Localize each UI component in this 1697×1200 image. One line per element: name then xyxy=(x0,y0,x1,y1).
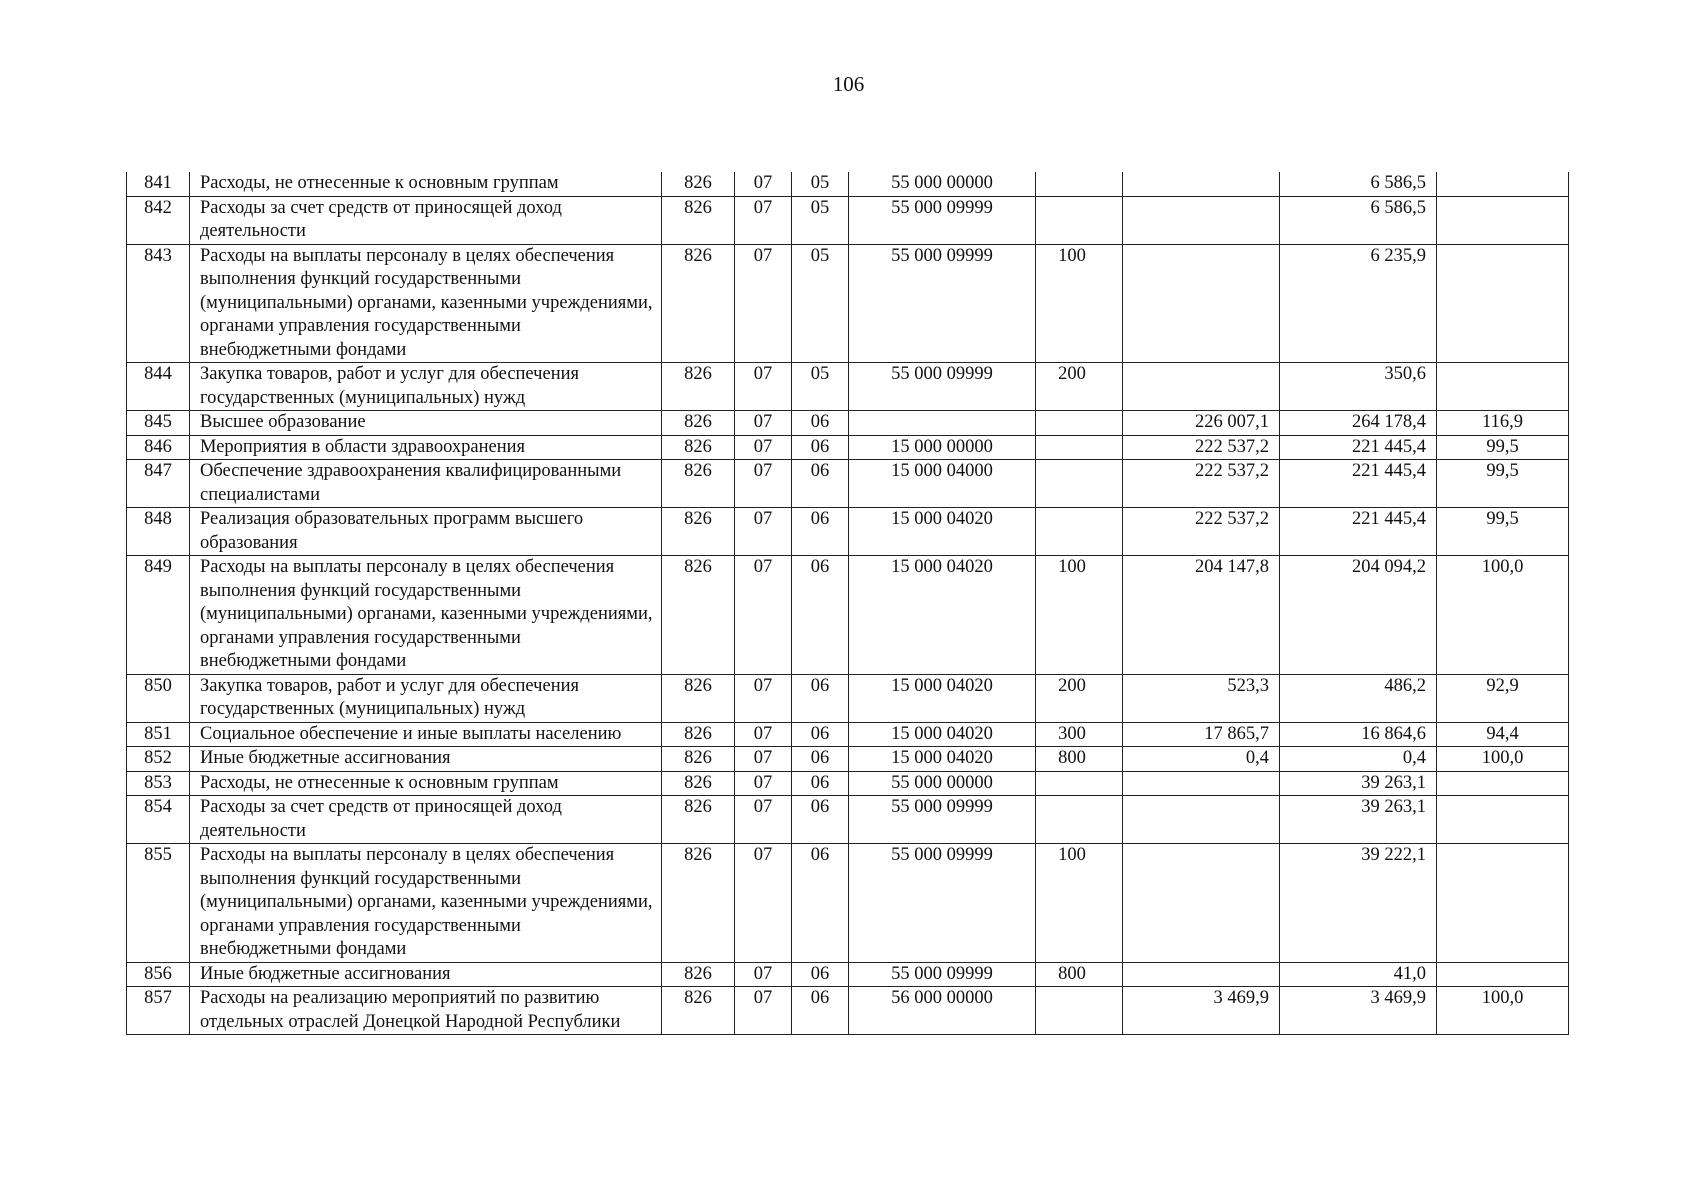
row-number-cell: 856 xyxy=(127,962,190,987)
subsection-code-cell: 05 xyxy=(792,244,849,363)
actual-amount-cell: 39 222,1 xyxy=(1280,844,1437,963)
section-code-cell: 07 xyxy=(735,722,792,747)
target-article-code-cell xyxy=(849,411,1036,436)
subsection-code-cell: 06 xyxy=(792,674,849,722)
table-row xyxy=(127,460,1569,508)
execution-percent-cell: 99,5 xyxy=(1437,508,1569,556)
execution-percent-cell: 100,0 xyxy=(1437,747,1569,772)
target-article-code-cell: 55 000 09999 xyxy=(849,844,1036,963)
expense-name-cell: Закупка товаров, работ и услуг для обеспечения государственных (муниципальных) нужд xyxy=(190,363,662,411)
target-article-code-cell: 56 000 00000 xyxy=(849,987,1036,1035)
department-code-cell: 826 xyxy=(662,962,735,987)
expense-name-cell: Иные бюджетные ассигнования xyxy=(190,962,662,987)
row-number-cell: 843 xyxy=(127,244,190,363)
row-number-cell: 841 xyxy=(127,172,190,196)
execution-percent-cell xyxy=(1437,363,1569,411)
actual-amount-cell: 6 235,9 xyxy=(1280,244,1437,363)
row-number-cell: 857 xyxy=(127,987,190,1035)
table-body xyxy=(127,172,1569,1035)
execution-percent-cell: 116,9 xyxy=(1437,411,1569,436)
subsection-code-cell: 06 xyxy=(792,435,849,460)
section-code-cell: 07 xyxy=(735,844,792,963)
table-row xyxy=(127,722,1569,747)
subsection-code-cell: 06 xyxy=(792,844,849,963)
subsection-code-cell: 06 xyxy=(792,722,849,747)
table-row xyxy=(127,987,1569,1035)
expense-name-cell: Расходы на реализацию мероприятий по развитию отдельных отраслей Донецкой Народной Республики xyxy=(190,987,662,1035)
row-number-cell: 846 xyxy=(127,435,190,460)
table-row xyxy=(127,244,1569,363)
target-article-code-cell: 55 000 09999 xyxy=(849,196,1036,244)
department-code-cell: 826 xyxy=(662,508,735,556)
section-code-cell: 07 xyxy=(735,674,792,722)
actual-amount-cell: 39 263,1 xyxy=(1280,796,1437,844)
planned-amount-cell: 17 865,7 xyxy=(1123,722,1280,747)
expense-name-cell: Реализация образовательных программ высшего образования xyxy=(190,508,662,556)
planned-amount-cell xyxy=(1123,844,1280,963)
planned-amount-cell xyxy=(1123,244,1280,363)
expense-name-cell: Закупка товаров, работ и услуг для обеспечения государственных (муниципальных) нужд xyxy=(190,674,662,722)
target-article-code-cell: 15 000 04020 xyxy=(849,722,1036,747)
section-code-cell: 07 xyxy=(735,771,792,796)
subsection-code-cell: 06 xyxy=(792,962,849,987)
planned-amount-cell: 222 537,2 xyxy=(1123,435,1280,460)
planned-amount-cell: 523,3 xyxy=(1123,674,1280,722)
execution-percent-cell: 92,9 xyxy=(1437,674,1569,722)
expense-name-cell: Высшее образование xyxy=(190,411,662,436)
section-code-cell: 07 xyxy=(735,411,792,436)
execution-percent-cell xyxy=(1437,244,1569,363)
expense-type-code-cell xyxy=(1036,508,1123,556)
expense-name-cell: Расходы, не отнесенные к основным группам xyxy=(190,172,662,196)
actual-amount-cell: 0,4 xyxy=(1280,747,1437,772)
target-article-code-cell: 55 000 00000 xyxy=(849,172,1036,196)
execution-percent-cell: 99,5 xyxy=(1437,435,1569,460)
actual-amount-cell: 6 586,5 xyxy=(1280,172,1437,196)
expense-type-code-cell: 200 xyxy=(1036,674,1123,722)
expense-type-code-cell: 800 xyxy=(1036,962,1123,987)
expense-type-code-cell xyxy=(1036,460,1123,508)
section-code-cell: 07 xyxy=(735,987,792,1035)
actual-amount-cell: 221 445,4 xyxy=(1280,460,1437,508)
execution-percent-cell: 100,0 xyxy=(1437,987,1569,1035)
expense-type-code-cell: 300 xyxy=(1036,722,1123,747)
table-row xyxy=(127,172,1569,196)
planned-amount-cell: 226 007,1 xyxy=(1123,411,1280,436)
expense-type-code-cell: 100 xyxy=(1036,556,1123,675)
expense-name-cell: Иные бюджетные ассигнования xyxy=(190,747,662,772)
expense-type-code-cell: 200 xyxy=(1036,363,1123,411)
table-row xyxy=(127,363,1569,411)
section-code-cell: 07 xyxy=(735,172,792,196)
execution-percent-cell xyxy=(1437,196,1569,244)
expense-type-code-cell xyxy=(1036,435,1123,460)
execution-percent-cell xyxy=(1437,844,1569,963)
page-number: 106 xyxy=(832,72,865,96)
section-code-cell: 07 xyxy=(735,460,792,508)
section-code-cell: 07 xyxy=(735,962,792,987)
section-code-cell: 07 xyxy=(735,508,792,556)
department-code-cell: 826 xyxy=(662,172,735,196)
target-article-code-cell: 15 000 04020 xyxy=(849,674,1036,722)
planned-amount-cell: 222 537,2 xyxy=(1123,508,1280,556)
actual-amount-cell: 264 178,4 xyxy=(1280,411,1437,436)
expense-name-cell: Расходы на выплаты персоналу в целях обеспечения выполнения функций государственными (муниципальными) органами, казенными учреждениями, органами управления государственными внебюджетными фондами xyxy=(190,244,662,363)
execution-percent-cell: 94,4 xyxy=(1437,722,1569,747)
table-row xyxy=(127,844,1569,963)
department-code-cell: 826 xyxy=(662,796,735,844)
table-row xyxy=(127,556,1569,675)
expense-name-cell: Расходы за счет средств от приносящей доход деятельности xyxy=(190,196,662,244)
budget-table xyxy=(126,172,1569,1035)
planned-amount-cell xyxy=(1123,196,1280,244)
expense-type-code-cell: 100 xyxy=(1036,244,1123,363)
subsection-code-cell: 05 xyxy=(792,172,849,196)
execution-percent-cell xyxy=(1437,962,1569,987)
target-article-code-cell: 15 000 00000 xyxy=(849,435,1036,460)
subsection-code-cell: 06 xyxy=(792,411,849,436)
table-row xyxy=(127,796,1569,844)
table-row xyxy=(127,411,1569,436)
section-code-cell: 07 xyxy=(735,435,792,460)
planned-amount-cell xyxy=(1123,796,1280,844)
table-row xyxy=(127,771,1569,796)
row-number-cell: 854 xyxy=(127,796,190,844)
section-code-cell: 07 xyxy=(735,363,792,411)
expense-type-code-cell xyxy=(1036,771,1123,796)
row-number-cell: 850 xyxy=(127,674,190,722)
actual-amount-cell: 221 445,4 xyxy=(1280,435,1437,460)
department-code-cell: 826 xyxy=(662,556,735,675)
row-number-cell: 847 xyxy=(127,460,190,508)
actual-amount-cell: 16 864,6 xyxy=(1280,722,1437,747)
target-article-code-cell: 55 000 00000 xyxy=(849,771,1036,796)
subsection-code-cell: 06 xyxy=(792,747,849,772)
actual-amount-cell: 350,6 xyxy=(1280,363,1437,411)
row-number-cell: 845 xyxy=(127,411,190,436)
expense-name-cell: Расходы за счет средств от приносящей доход деятельности xyxy=(190,796,662,844)
execution-percent-cell: 99,5 xyxy=(1437,460,1569,508)
execution-percent-cell xyxy=(1437,771,1569,796)
target-article-code-cell: 55 000 09999 xyxy=(849,796,1036,844)
subsection-code-cell: 06 xyxy=(792,556,849,675)
expense-type-code-cell xyxy=(1036,172,1123,196)
department-code-cell: 826 xyxy=(662,244,735,363)
planned-amount-cell: 204 147,8 xyxy=(1123,556,1280,675)
planned-amount-cell: 222 537,2 xyxy=(1123,460,1280,508)
subsection-code-cell: 06 xyxy=(792,771,849,796)
target-article-code-cell: 55 000 09999 xyxy=(849,962,1036,987)
department-code-cell: 826 xyxy=(662,674,735,722)
section-code-cell: 07 xyxy=(735,244,792,363)
row-number-cell: 842 xyxy=(127,196,190,244)
department-code-cell: 826 xyxy=(662,844,735,963)
expense-type-code-cell xyxy=(1036,196,1123,244)
expense-name-cell: Социальное обеспечение и иные выплаты населению xyxy=(190,722,662,747)
subsection-code-cell: 05 xyxy=(792,196,849,244)
row-number-cell: 853 xyxy=(127,771,190,796)
department-code-cell: 826 xyxy=(662,435,735,460)
execution-percent-cell: 100,0 xyxy=(1437,556,1569,675)
target-article-code-cell: 15 000 04020 xyxy=(849,508,1036,556)
section-code-cell: 07 xyxy=(735,196,792,244)
expense-type-code-cell xyxy=(1036,987,1123,1035)
section-code-cell: 07 xyxy=(735,747,792,772)
planned-amount-cell xyxy=(1123,771,1280,796)
actual-amount-cell: 41,0 xyxy=(1280,962,1437,987)
subsection-code-cell: 06 xyxy=(792,460,849,508)
expense-type-code-cell xyxy=(1036,796,1123,844)
department-code-cell: 826 xyxy=(662,722,735,747)
department-code-cell: 826 xyxy=(662,460,735,508)
subsection-code-cell: 06 xyxy=(792,987,849,1035)
expense-name-cell: Обеспечение здравоохранения квалифицированными специалистами xyxy=(190,460,662,508)
planned-amount-cell xyxy=(1123,363,1280,411)
department-code-cell: 826 xyxy=(662,987,735,1035)
expense-name-cell: Расходы, не отнесенные к основным группам xyxy=(190,771,662,796)
planned-amount-cell: 0,4 xyxy=(1123,747,1280,772)
department-code-cell: 826 xyxy=(662,363,735,411)
actual-amount-cell: 486,2 xyxy=(1280,674,1437,722)
department-code-cell: 826 xyxy=(662,747,735,772)
subsection-code-cell: 06 xyxy=(792,796,849,844)
table-row xyxy=(127,508,1569,556)
target-article-code-cell: 15 000 04000 xyxy=(849,460,1036,508)
table-row xyxy=(127,747,1569,772)
target-article-code-cell: 15 000 04020 xyxy=(849,556,1036,675)
planned-amount-cell: 3 469,9 xyxy=(1123,987,1280,1035)
planned-amount-cell xyxy=(1123,172,1280,196)
department-code-cell: 826 xyxy=(662,771,735,796)
table-row xyxy=(127,674,1569,722)
actual-amount-cell: 221 445,4 xyxy=(1280,508,1437,556)
row-number-cell: 844 xyxy=(127,363,190,411)
execution-percent-cell xyxy=(1437,796,1569,844)
planned-amount-cell xyxy=(1123,962,1280,987)
expense-name-cell: Расходы на выплаты персоналу в целях обеспечения выполнения функций государственными (муниципальными) органами, казенными учреждениями, органами управления государственными внебюджетными фондами xyxy=(190,556,662,675)
target-article-code-cell: 55 000 09999 xyxy=(849,363,1036,411)
row-number-cell: 848 xyxy=(127,508,190,556)
table-row xyxy=(127,962,1569,987)
row-number-cell: 851 xyxy=(127,722,190,747)
department-code-cell: 826 xyxy=(662,196,735,244)
expense-type-code-cell: 800 xyxy=(1036,747,1123,772)
section-code-cell: 07 xyxy=(735,556,792,675)
expense-name-cell: Расходы на выплаты персоналу в целях обеспечения выполнения функций государственными (муниципальными) органами, казенными учреждениями, органами управления государственными внебюджетными фондами xyxy=(190,844,662,963)
subsection-code-cell: 05 xyxy=(792,363,849,411)
row-number-cell: 855 xyxy=(127,844,190,963)
section-code-cell: 07 xyxy=(735,796,792,844)
expense-type-code-cell: 100 xyxy=(1036,844,1123,963)
actual-amount-cell: 39 263,1 xyxy=(1280,771,1437,796)
row-number-cell: 849 xyxy=(127,556,190,675)
department-code-cell: 826 xyxy=(662,411,735,436)
subsection-code-cell: 06 xyxy=(792,508,849,556)
table-row xyxy=(127,196,1569,244)
actual-amount-cell: 3 469,9 xyxy=(1280,987,1437,1035)
target-article-code-cell: 55 000 09999 xyxy=(849,244,1036,363)
actual-amount-cell: 204 094,2 xyxy=(1280,556,1437,675)
actual-amount-cell: 6 586,5 xyxy=(1280,196,1437,244)
expense-name-cell: Мероприятия в области здравоохранения xyxy=(190,435,662,460)
expense-type-code-cell xyxy=(1036,411,1123,436)
table-row xyxy=(127,435,1569,460)
row-number-cell: 852 xyxy=(127,747,190,772)
execution-percent-cell xyxy=(1437,172,1569,196)
target-article-code-cell: 15 000 04020 xyxy=(849,747,1036,772)
